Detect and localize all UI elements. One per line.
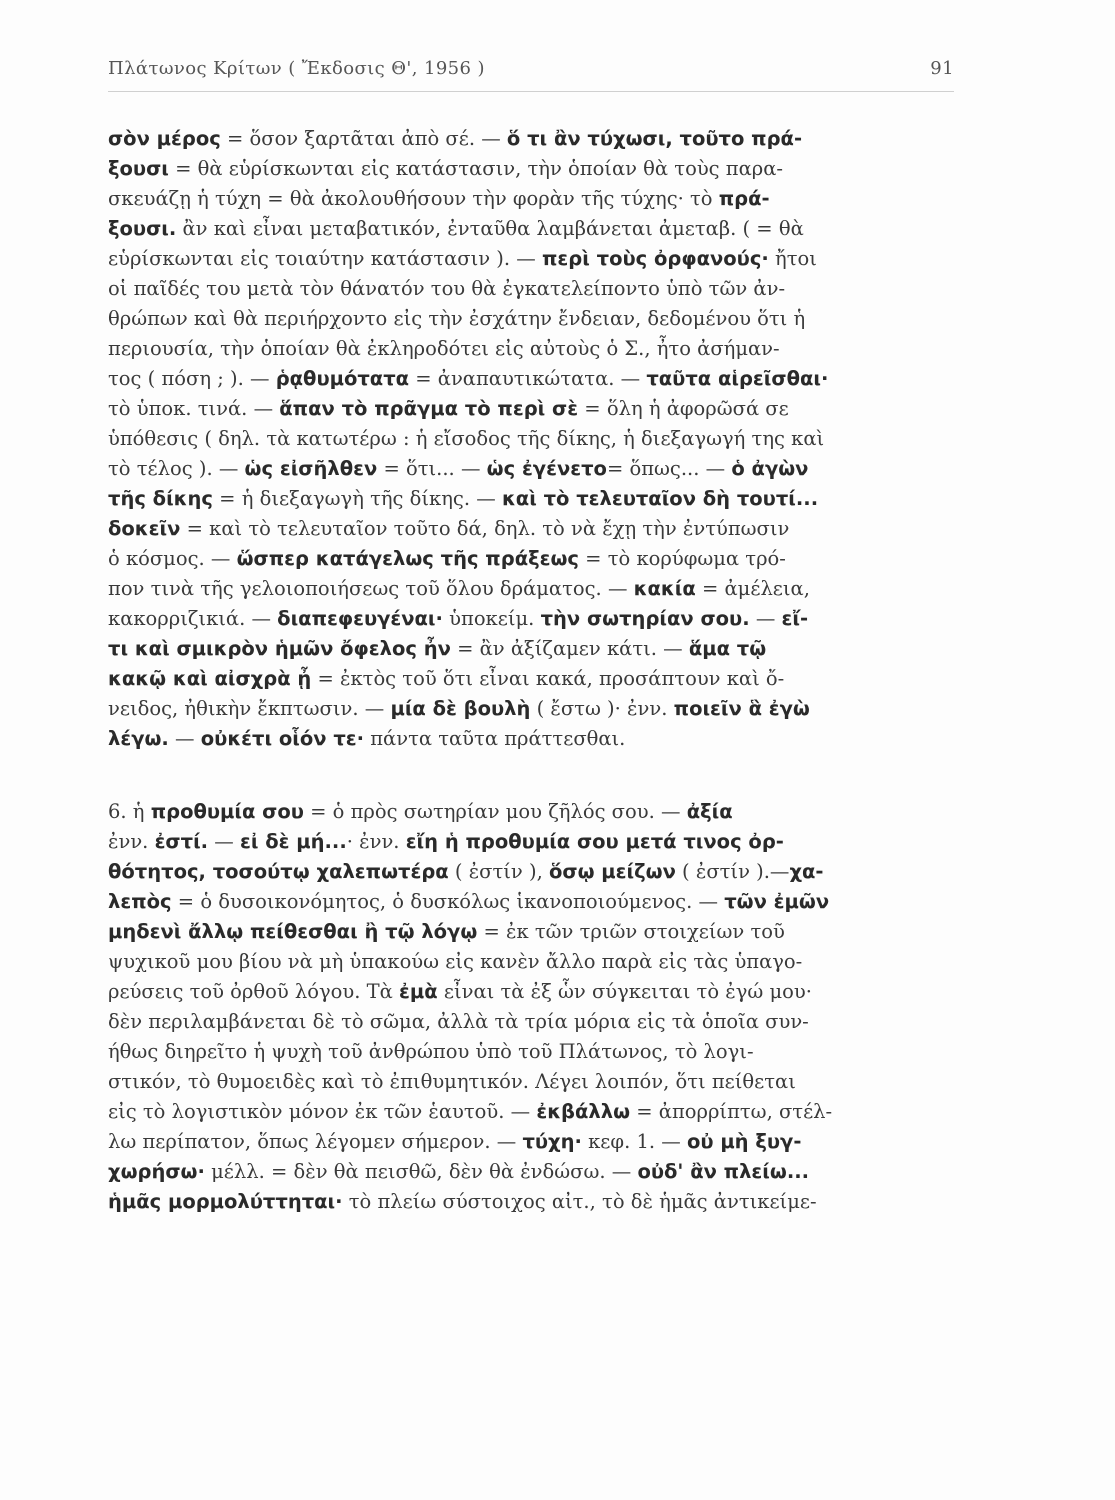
- lemma-term: τύχη·: [522, 1130, 582, 1153]
- text-line: [108, 797, 964, 827]
- gloss-text: —: [749, 607, 782, 630]
- text-line: [108, 214, 964, 244]
- lemma-term: ὡς ἐγένετο: [486, 457, 607, 480]
- header-rule: [108, 91, 954, 92]
- text-line: [108, 1067, 964, 1097]
- text-line: [108, 334, 964, 364]
- text-line: [108, 1127, 964, 1157]
- text-line: [108, 244, 964, 274]
- gloss-text: ἂν καὶ εἶναι μεταβατικόν, ἐνταῦθα λαμβάνεται ἀμεταβ. ( = θὰ: [176, 217, 804, 240]
- gloss-text: · ἐνν.: [346, 830, 406, 853]
- lemma-term: ἐστί.: [154, 830, 209, 853]
- gloss-text: θρώπων καὶ θὰ περιήρχοντο εἰς τὴν ἐσχάτην ἔνδειαν, δεδομένου ὅτι ἡ: [108, 307, 806, 330]
- lemma-term: ξουσι: [108, 157, 169, 180]
- text-line: [108, 604, 964, 634]
- gloss-text: πον τινὰ τῆς γελοιοποιήσεως τοῦ ὅλου δράματος. —: [108, 577, 634, 600]
- lemma-term: ξουσι.: [108, 217, 177, 240]
- lemma-term: ὡς εἰσῆλθεν: [244, 457, 378, 480]
- lemma-term: κακῷ καὶ αἰσχρὰ ᾖ: [108, 667, 312, 690]
- lemma-term: ὅσῳ μείζων: [548, 860, 676, 883]
- lemma-term: οὐ μὴ ξυγ-: [686, 1130, 802, 1153]
- text-line: [108, 887, 964, 917]
- gloss-text: οἱ παῖδές του μετὰ τὸν θάνατόν του θὰ ἐγκατελείποντο ὑπὸ τῶν ἀν-: [108, 277, 786, 300]
- lemma-term: διαπεφευγέναι·: [277, 607, 443, 630]
- lemma-term: ποιεῖν ἃ ἐγὼ: [673, 697, 810, 720]
- text-line: [108, 394, 964, 424]
- lemma-term: οὐδ' ἂν πλείω...: [637, 1160, 810, 1183]
- gloss-text: εἰς τὸ λογιστικὸν μόνον ἐκ τῶν ἑαυτοῦ. —: [108, 1100, 537, 1123]
- lemma-term: χα-: [789, 860, 824, 883]
- lemma-term: ἅμα τῷ: [688, 637, 767, 660]
- lemma-term: τὴν σωτηρίαν σου.: [540, 607, 750, 630]
- lemma-term: εἴ-: [781, 607, 809, 630]
- lemma-term: δοκεῖν: [108, 517, 181, 540]
- gloss-text: τὸ πλείω σύστοιχος αἰτ., τὸ δὲ ἡμᾶς ἀντικείμε-: [342, 1190, 817, 1213]
- gloss-text: τὸ τέλος ). —: [108, 457, 245, 480]
- text-line: [108, 514, 964, 544]
- gloss-text: = ὁ πρὸς σωτηρίαν μου ζῆλός σου. —: [303, 800, 687, 823]
- gloss-text: ρεύσεις τοῦ ὀρθοῦ λόγου. Τὰ: [108, 980, 400, 1003]
- running-header: [108, 58, 954, 86]
- lemma-term: χωρήσω·: [108, 1160, 205, 1183]
- lemma-term: μηδενὶ ἄλλῳ πείθεσθαι ἢ τῷ λόγῳ: [108, 920, 478, 943]
- gloss-text: κεφ. 1. —: [581, 1130, 687, 1153]
- gloss-text: = ὅσον ξαρτᾶται ἀπὸ σέ. —: [220, 127, 507, 150]
- lemma-term: λεπὸς: [108, 890, 172, 913]
- gloss-text: ὑπόθεσις ( δηλ. τὰ κατωτέρω : ἡ εἴσοδος τῆς δίκης, ἡ διεξαγωγή της καὶ: [108, 427, 825, 450]
- gloss-text: ἤτοι: [768, 247, 817, 270]
- text-line: [108, 304, 964, 334]
- gloss-text: δὲν περιλαμβάνεται δὲ τὸ σῶμα, ἀλλὰ τὰ τρία μόρια εἰς τὰ ὁποῖα συν-: [108, 1010, 809, 1033]
- text-line: [108, 634, 964, 664]
- lemma-term: εἴη ἡ προθυμία σου μετά τινος ὀρ-: [405, 830, 784, 853]
- gloss-text: τος ( πόση ; ). —: [108, 367, 276, 390]
- lemma-term: προθυμία σου: [150, 800, 304, 823]
- gloss-text: σκευάζῃ ἡ τύχη = θὰ ἀκολουθήσουν τὴν φορὰν τῆς τύχης· τὸ: [108, 187, 719, 210]
- text-line: [108, 184, 964, 214]
- lemma-term: μία δὲ βουλὴ: [390, 697, 531, 720]
- gloss-text: τὸ ὑποκ. τινά. —: [108, 397, 280, 420]
- gloss-text: = ἀναπαυτικώτατα. —: [409, 367, 647, 390]
- page-number: 91: [930, 58, 954, 79]
- text-line: [108, 154, 964, 184]
- gloss-text: = ἐκτὸς τοῦ ὅτι εἶναι κακά, προσάπτουν καὶ ὄ-: [311, 667, 785, 690]
- commentary-text: [108, 124, 964, 1217]
- gloss-text: = ὅπως... —: [606, 457, 732, 480]
- text-line: [108, 724, 964, 754]
- lemma-term: λέγω.: [108, 727, 169, 750]
- lemma-term: οὐκέτι οἷόν τε·: [200, 727, 365, 750]
- text-line: [108, 947, 964, 977]
- gloss-text: = ἀπορρίπτω, στέλ-: [630, 1100, 833, 1123]
- lemma-term: τῶν ἐμῶν: [724, 890, 830, 913]
- lemma-term: ῥᾳθυμότατα: [275, 367, 410, 390]
- lemma-term: τι καὶ σμικρὸν ἡμῶν ὄφελος ἦν: [108, 637, 451, 660]
- text-line: [108, 694, 964, 724]
- text-line: [108, 574, 964, 604]
- text-line: [108, 857, 964, 887]
- gloss-text: = ἐκ τῶν τριῶν στοιχείων τοῦ: [477, 920, 785, 943]
- text-line: [108, 274, 964, 304]
- text-line: [108, 454, 964, 484]
- lemma-term: ταῦτα αἱρεῖσθαι·: [646, 367, 829, 390]
- gloss-text: στικόν, τὸ θυμοειδὲς καὶ τὸ ἐπιθυμητικόν. Λέγει λοιπόν, ὅτι πείθεται: [108, 1070, 796, 1093]
- gloss-text: ( ἔστω )· ἐνν.: [530, 697, 674, 720]
- text-line: [108, 484, 964, 514]
- gloss-text: μέλλ. = δὲν θὰ πεισθῶ, δὲν θὰ ἐνδώσω. —: [204, 1160, 638, 1183]
- lemma-term: θότητος, τοσούτῳ χαλεπωτέρα: [108, 860, 449, 883]
- lemma-term: ἐμὰ: [399, 980, 438, 1003]
- gloss-text: = ἂν ἀξίζαμεν κάτι. —: [450, 637, 689, 660]
- running-title: Πλάτωνος Κρίτων ( Ἔκδοσις Θ', 1956 ): [108, 58, 485, 79]
- text-line: [108, 124, 964, 154]
- lemma-term: ὅ τι ἂν τύχωσι, τοῦτο πρά-: [506, 127, 803, 150]
- gloss-text: = καὶ τὸ τελευταῖον τοῦτο δά, δηλ. τὸ νὰ ἔχῃ τὴν ἐντύπωσιν: [180, 517, 790, 540]
- text-line: [108, 1097, 964, 1127]
- lemma-term: καὶ τὸ τελευταῖον δὴ τουτί...: [501, 487, 819, 510]
- gloss-text: πάντα ταῦτα πράττεσθαι.: [364, 727, 626, 750]
- gloss-text: εὑρίσκωνται εἰς τοιαύτην κατάστασιν ). —: [108, 247, 542, 270]
- paragraph-gap: [108, 754, 964, 797]
- gloss-text: = ὁ δυσοικονόμητος, ὁ δυσκόλως ἱκανοποιούμενος. —: [171, 890, 725, 913]
- gloss-text: κακορριζικιά. —: [108, 607, 278, 630]
- lemma-term: ὁ ἀγὼν: [731, 457, 809, 480]
- lemma-term: περὶ τοὺς ὀρφανούς·: [542, 247, 769, 270]
- gloss-text: νειδος, ἠθικὴν ἔκπτωσιν. —: [108, 697, 391, 720]
- lemma-term: ἀξία: [686, 800, 733, 823]
- gloss-text: ψυχικοῦ μου βίου νὰ μὴ ὑπακούω εἰς κανὲν ἄλλο παρὰ εἰς τὰς ὑπαγο-: [108, 950, 803, 973]
- gloss-text: ὁ κόσμος. —: [108, 547, 237, 570]
- text-line: [108, 917, 964, 947]
- gloss-text: λω περίπατον, ὅπως λέγομεν σήμερον. —: [108, 1130, 523, 1153]
- lemma-term: πρά-: [718, 187, 770, 210]
- text-line: [108, 364, 964, 394]
- lemma-term: κακία: [633, 577, 696, 600]
- lemma-term: εἰ δὲ μή...: [239, 830, 347, 853]
- text-line: [108, 1157, 964, 1187]
- gloss-text: = ἡ διεξαγωγὴ τῆς δίκης. —: [212, 487, 502, 510]
- gloss-text: = ἀμέλεια,: [695, 577, 810, 600]
- gloss-text: —: [208, 830, 240, 853]
- lemma-term: ὥσπερ κατάγελως τῆς πράξεως: [236, 547, 579, 570]
- text-line: [108, 424, 964, 454]
- lemma-term: τῆς δίκης: [108, 487, 213, 510]
- text-line: [108, 977, 964, 1007]
- gloss-text: ήθως διηρεῖτο ἡ ψυχὴ τοῦ ἀνθρώπου ὑπὸ τοῦ Πλάτωνος, τὸ λογι-: [108, 1040, 754, 1063]
- text-line: [108, 1037, 964, 1067]
- gloss-text: ( ἐστίν ),: [448, 860, 549, 883]
- text-line: [108, 1187, 964, 1217]
- text-line: [108, 827, 964, 857]
- text-line: [108, 544, 964, 574]
- lemma-term: ἅπαν τὸ πρᾶγμα τὸ περὶ σὲ: [279, 397, 579, 420]
- gloss-text: —: [168, 727, 201, 750]
- gloss-text: ὑποκείμ.: [442, 607, 541, 630]
- gloss-text: 6. ἡ: [108, 800, 151, 823]
- gloss-text: = ὅλη ἡ ἀφορῶσά σε: [578, 397, 789, 420]
- lemma-term: ἐκβάλλω: [536, 1100, 631, 1123]
- lemma-term: σὸν μέρος: [108, 127, 221, 150]
- text-line: [108, 664, 964, 694]
- gloss-text: = θὰ εὑρίσκωνται εἰς κατάστασιν, τὴν ὁποίαν θὰ τοὺς παρα-: [168, 157, 783, 180]
- gloss-text: ἐνν.: [108, 830, 155, 853]
- gloss-text: περιουσία, τὴν ὁποίαν θὰ ἐκληροδότει εἰς αὐτοὺς ὁ Σ., ἦτο ἀσήμαν-: [108, 337, 780, 360]
- text-line: [108, 1007, 964, 1037]
- gloss-text: = ὅτι... —: [377, 457, 487, 480]
- gloss-text: ( ἐστίν ).—: [675, 860, 790, 883]
- gloss-text: = τὸ κορύφωμα τρό-: [578, 547, 786, 570]
- lemma-term: ἡμᾶς μορμολύττηται·: [108, 1190, 343, 1213]
- gloss-text: εἶναι τὰ ἐξ ὧν σύγκειται τὸ ἐγώ μου·: [437, 980, 812, 1003]
